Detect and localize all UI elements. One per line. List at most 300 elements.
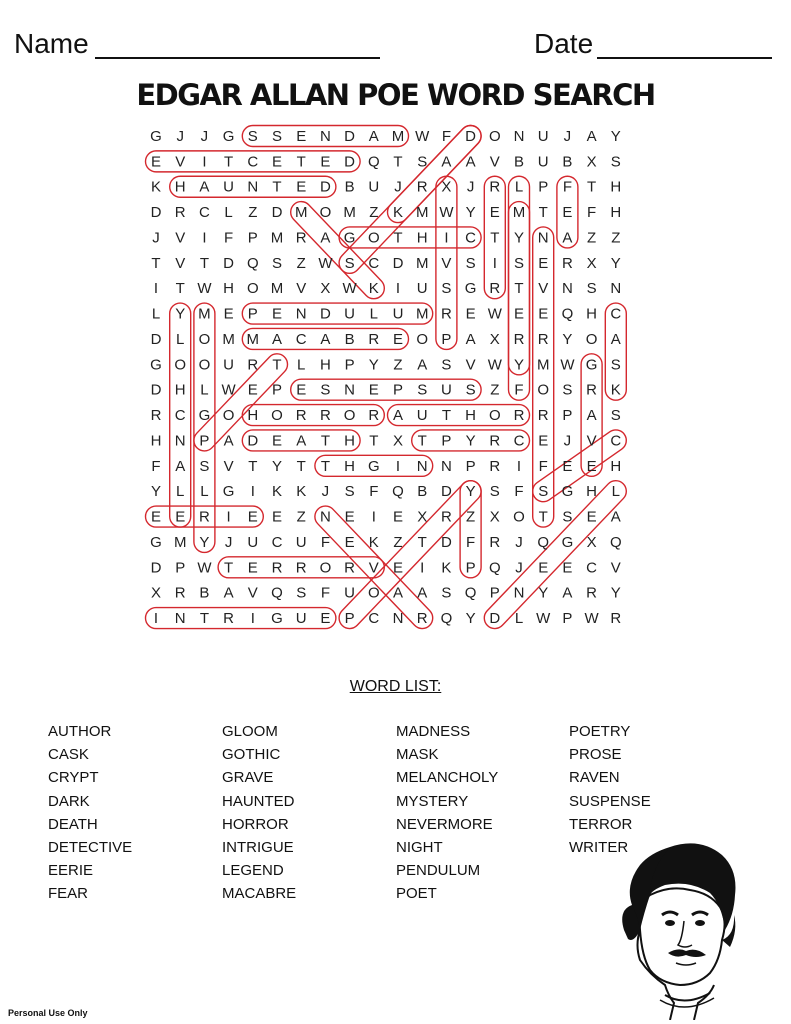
grid-letter[interactable]: Q	[271, 584, 283, 602]
grid-letter[interactable]: V	[247, 584, 258, 602]
grid-letter[interactable]: O	[537, 381, 550, 399]
grid-letter[interactable]: T	[272, 356, 282, 374]
grid-letter[interactable]: I	[202, 229, 207, 247]
grid-letter[interactable]: I	[250, 610, 255, 628]
grid-letter[interactable]: E	[392, 330, 404, 348]
grid-letter[interactable]: K	[610, 381, 621, 399]
grid-letter[interactable]: G	[561, 483, 574, 501]
grid-letter[interactable]: U	[368, 178, 380, 196]
grid-letter[interactable]: I	[371, 508, 376, 526]
grid-letter[interactable]: T	[175, 280, 185, 298]
grid-letter[interactable]: T	[272, 178, 282, 196]
grid-letter[interactable]: S	[489, 483, 500, 501]
grid-letter[interactable]: R	[295, 407, 307, 425]
grid-letter[interactable]: K	[271, 483, 283, 501]
grid-letter[interactable]: R	[586, 381, 598, 399]
grid-letter[interactable]: R	[150, 407, 162, 425]
grid-letter[interactable]: R	[610, 610, 622, 628]
grid-letter[interactable]: T	[224, 559, 234, 577]
grid-letter[interactable]: T	[393, 229, 403, 247]
grid-letter[interactable]: M	[415, 305, 429, 323]
grid-letter[interactable]: O	[319, 204, 332, 222]
grid-letter[interactable]: E	[562, 457, 573, 475]
grid-letter[interactable]: H	[174, 381, 186, 399]
grid-letter[interactable]: N	[174, 610, 186, 628]
grid-letter[interactable]: T	[151, 254, 161, 272]
grid-letter[interactable]: U	[247, 533, 259, 551]
grid-letter[interactable]: E	[538, 254, 549, 272]
grid-letter[interactable]: E	[296, 128, 307, 145]
grid-letter[interactable]: N	[513, 584, 525, 602]
grid-letter[interactable]: R	[489, 533, 501, 551]
grid-letter[interactable]: M	[222, 330, 235, 348]
grid-letter[interactable]: R	[295, 229, 307, 247]
grid-letter[interactable]: C	[610, 432, 622, 450]
grid-letter[interactable]: J	[321, 483, 330, 501]
grid-letter[interactable]: V	[175, 229, 186, 247]
grid-letter[interactable]: H	[223, 280, 235, 298]
grid-letter[interactable]: Z	[490, 381, 500, 399]
grid-letter[interactable]: F	[587, 204, 597, 222]
grid-letter[interactable]: J	[394, 178, 402, 196]
grid-letter[interactable]: X	[489, 330, 500, 348]
grid-letter[interactable]: Z	[466, 508, 476, 526]
grid-letter[interactable]: A	[175, 457, 186, 475]
grid-letter[interactable]: H	[416, 229, 428, 247]
grid-letter[interactable]: Y	[465, 432, 476, 450]
grid-letter[interactable]: S	[344, 254, 355, 272]
grid-letter[interactable]: N	[610, 280, 622, 298]
grid-letter[interactable]: J	[176, 128, 184, 145]
grid-letter[interactable]: G	[150, 128, 162, 145]
grid-letter[interactable]: L	[611, 483, 620, 501]
grid-letter[interactable]: F	[224, 229, 234, 247]
grid-letter[interactable]: I	[395, 457, 401, 475]
grid-letter[interactable]: A	[320, 229, 331, 247]
grid-letter[interactable]: X	[417, 508, 428, 526]
grid-letter[interactable]: J	[152, 229, 160, 247]
grid-letter[interactable]: E	[223, 305, 234, 323]
grid-letter[interactable]: A	[368, 128, 379, 145]
grid-letter[interactable]: O	[513, 508, 525, 526]
grid-letter[interactable]: H	[174, 178, 186, 196]
grid-letter[interactable]: N	[561, 280, 573, 298]
grid-letter[interactable]: H	[344, 432, 356, 450]
grid-letter[interactable]: A	[320, 330, 331, 348]
grid-letter[interactable]: R	[489, 432, 501, 450]
grid-letter[interactable]: L	[176, 483, 185, 501]
grid-letter[interactable]: E	[271, 305, 283, 323]
grid-letter[interactable]: O	[246, 280, 259, 298]
grid-letter[interactable]: F	[538, 457, 548, 475]
grid-letter[interactable]: P	[247, 305, 258, 323]
grid-letter[interactable]: R	[440, 305, 452, 323]
grid-letter[interactable]: W	[487, 356, 502, 374]
grid-letter[interactable]: H	[319, 356, 331, 374]
grid-letter[interactable]: T	[199, 610, 209, 628]
grid-letter[interactable]: S	[271, 128, 283, 145]
grid-letter[interactable]: V	[368, 559, 379, 577]
grid-letter[interactable]: U	[344, 305, 356, 323]
grid-letter[interactable]: W	[536, 610, 551, 628]
grid-letter[interactable]: E	[247, 381, 258, 399]
grid-letter[interactable]: F	[320, 533, 330, 551]
grid-letter[interactable]: D	[247, 432, 259, 450]
grid-letter[interactable]: Q	[609, 533, 622, 551]
grid-letter[interactable]: I	[250, 483, 255, 501]
grid-letter[interactable]: H	[344, 457, 356, 475]
grid-letter[interactable]: V	[223, 457, 234, 475]
grid-letter[interactable]: D	[150, 204, 162, 222]
grid-letter[interactable]: C	[198, 204, 210, 222]
grid-letter[interactable]: A	[199, 178, 210, 196]
grid-letter[interactable]: S	[610, 407, 621, 425]
grid-letter[interactable]: P	[175, 559, 186, 577]
grid-letter[interactable]: Q	[488, 559, 501, 577]
grid-letter[interactable]: I	[420, 559, 425, 577]
grid-letter[interactable]: M	[536, 356, 550, 374]
grid-letter[interactable]: H	[610, 178, 622, 196]
grid-letter[interactable]: B	[344, 330, 355, 348]
grid-letter[interactable]: X	[150, 584, 162, 602]
grid-letter[interactable]: S	[465, 381, 476, 399]
grid-letter[interactable]: A	[417, 356, 428, 374]
grid-letter[interactable]: N	[392, 610, 404, 628]
grid-letter[interactable]: Q	[537, 533, 550, 551]
grid-letter[interactable]: H	[586, 305, 598, 323]
grid-letter[interactable]: I	[492, 254, 497, 272]
grid-letter[interactable]: V	[538, 280, 549, 298]
grid-letter[interactable]: Y	[199, 533, 210, 551]
grid-letter[interactable]: G	[271, 610, 283, 628]
grid-letter[interactable]: W	[487, 305, 502, 323]
grid-letter[interactable]: A	[223, 432, 234, 450]
grid-letter[interactable]: W	[415, 128, 430, 145]
grid-letter[interactable]: V	[296, 280, 307, 298]
grid-letter[interactable]: Y	[562, 330, 573, 348]
grid-letter[interactable]: X	[320, 280, 331, 298]
grid-letter[interactable]: L	[200, 381, 209, 399]
grid-letter[interactable]: P	[562, 407, 573, 425]
grid-letter[interactable]: P	[538, 178, 549, 196]
grid-letter[interactable]: T	[417, 432, 427, 450]
grid-letter[interactable]: U	[223, 356, 235, 374]
grid-letter[interactable]: V	[441, 254, 452, 272]
grid-letter[interactable]: Z	[369, 204, 379, 222]
grid-letter[interactable]: X	[586, 254, 597, 272]
grid-letter[interactable]: O	[488, 128, 501, 145]
grid-letter[interactable]: I	[202, 153, 207, 171]
grid-letter[interactable]: O	[174, 356, 187, 374]
grid-letter[interactable]: E	[562, 559, 573, 577]
grid-letter[interactable]: V	[586, 432, 597, 450]
grid-letter[interactable]: Y	[368, 356, 379, 374]
grid-letter[interactable]: B	[562, 153, 573, 171]
grid-letter[interactable]: Y	[610, 584, 621, 602]
grid-letter[interactable]: A	[586, 407, 597, 425]
grid-letter[interactable]: J	[563, 128, 572, 145]
grid-letter[interactable]: S	[320, 381, 331, 399]
grid-letter[interactable]: N	[319, 128, 331, 145]
grid-letter[interactable]: A	[586, 128, 597, 145]
grid-letter[interactable]: E	[175, 508, 186, 526]
grid-letter[interactable]: H	[610, 457, 622, 475]
grid-letter[interactable]: Q	[440, 610, 453, 628]
grid-letter[interactable]: Y	[610, 128, 621, 145]
grid-letter[interactable]: T	[441, 407, 451, 425]
grid-letter[interactable]: E	[392, 508, 404, 526]
grid-letter[interactable]: N	[513, 128, 525, 145]
grid-letter[interactable]: T	[199, 254, 209, 272]
grid-letter[interactable]: X	[392, 432, 404, 450]
grid-letter[interactable]: A	[271, 330, 283, 348]
grid-letter[interactable]: Y	[465, 483, 476, 501]
grid-letter[interactable]: F	[562, 178, 572, 196]
grid-letter[interactable]: Z	[296, 254, 306, 272]
grid-letter[interactable]: N	[174, 432, 186, 450]
grid-letter[interactable]: D	[150, 381, 162, 399]
grid-letter[interactable]: A	[465, 330, 476, 348]
grid-letter[interactable]: R	[416, 610, 428, 628]
grid-letter[interactable]: O	[222, 407, 235, 425]
grid-letter[interactable]: P	[247, 229, 258, 247]
grid-letter[interactable]: S	[465, 254, 476, 272]
grid-letter[interactable]: U	[416, 407, 428, 425]
grid-letter[interactable]: T	[296, 153, 306, 171]
grid-letter[interactable]: U	[537, 153, 549, 171]
grid-letter[interactable]: M	[270, 280, 284, 298]
grid-letter[interactable]: Z	[393, 356, 403, 374]
grid-letter[interactable]: Q	[367, 153, 380, 171]
grid-letter[interactable]: R	[513, 407, 525, 425]
grid-letter[interactable]: A	[392, 584, 404, 602]
grid-letter[interactable]: R	[319, 407, 331, 425]
grid-letter[interactable]: S	[610, 356, 621, 374]
grid-letter[interactable]: D	[150, 330, 162, 348]
grid-letter[interactable]: S	[538, 483, 549, 501]
grid-letter[interactable]: T	[417, 533, 427, 551]
grid-letter[interactable]: D	[465, 128, 477, 145]
grid-letter[interactable]: R	[174, 204, 186, 222]
grid-letter[interactable]: Y	[538, 584, 549, 602]
grid-letter[interactable]: N	[440, 457, 452, 475]
grid-letter[interactable]: C	[465, 229, 477, 247]
grid-letter[interactable]: Z	[248, 204, 258, 222]
grid-letter[interactable]: O	[319, 559, 332, 577]
grid-letter[interactable]: O	[585, 330, 598, 348]
grid-letter[interactable]: M	[512, 204, 526, 222]
grid-letter[interactable]: N	[295, 305, 307, 323]
grid-letter[interactable]: G	[367, 457, 380, 475]
grid-letter[interactable]: A	[465, 153, 476, 171]
grid-letter[interactable]: S	[344, 483, 355, 501]
grid-letter[interactable]: D	[344, 153, 356, 171]
grid-letter[interactable]: W	[197, 559, 212, 577]
grid-letter[interactable]: O	[488, 407, 501, 425]
grid-letter[interactable]: U	[344, 584, 356, 602]
grid-letter[interactable]: R	[368, 407, 380, 425]
grid-letter[interactable]: L	[369, 305, 378, 323]
grid-letter[interactable]: R	[344, 559, 356, 577]
grid-letter[interactable]: A	[610, 330, 621, 348]
grid-letter[interactable]: K	[368, 533, 379, 551]
grid-letter[interactable]: C	[368, 610, 380, 628]
grid-letter[interactable]: R	[247, 356, 259, 374]
grid-letter[interactable]: I	[516, 457, 522, 475]
grid-letter[interactable]: P	[344, 610, 355, 628]
grid-letter[interactable]: O	[367, 229, 380, 247]
grid-letter[interactable]: A	[562, 584, 573, 602]
grid-letter[interactable]: R	[174, 584, 186, 602]
grid-letter[interactable]: T	[296, 457, 306, 475]
grid-letter[interactable]: D	[392, 254, 404, 272]
grid-letter[interactable]: A	[223, 584, 234, 602]
grid-letter[interactable]: U	[295, 533, 307, 551]
grid-letter[interactable]: M	[198, 305, 211, 323]
grid-letter[interactable]: D	[319, 305, 331, 323]
grid-letter[interactable]: R	[513, 330, 525, 348]
grid-letter[interactable]: V	[610, 559, 621, 577]
grid-letter[interactable]: C	[513, 432, 525, 450]
grid-letter[interactable]: U	[223, 178, 235, 196]
grid-letter[interactable]: E	[320, 610, 331, 628]
grid-letter[interactable]: E	[562, 204, 573, 222]
grid-letter[interactable]: H	[150, 432, 162, 450]
grid-letter[interactable]: S	[247, 128, 258, 145]
grid-letter[interactable]: G	[464, 280, 477, 298]
grid-letter[interactable]: G	[150, 533, 162, 551]
grid-letter[interactable]: E	[271, 432, 283, 450]
grid-letter[interactable]: D	[223, 254, 235, 272]
grid-letter[interactable]: N	[344, 381, 356, 399]
grid-letter[interactable]: P	[465, 559, 476, 577]
grid-letter[interactable]: E	[586, 508, 597, 526]
grid-letter[interactable]: F	[320, 584, 330, 602]
grid-letter[interactable]: X	[586, 153, 597, 171]
grid-letter[interactable]: S	[610, 153, 621, 171]
grid-letter[interactable]: J	[515, 559, 523, 577]
grid-letter[interactable]: J	[466, 178, 475, 196]
grid-letter[interactable]: J	[224, 533, 233, 551]
grid-letter[interactable]: E	[465, 305, 476, 323]
grid-letter[interactable]: G	[343, 229, 356, 247]
grid-letter[interactable]: M	[415, 204, 429, 222]
grid-letter[interactable]: D	[440, 533, 452, 551]
grid-letter[interactable]: E	[489, 204, 500, 222]
grid-letter[interactable]: K	[368, 280, 379, 298]
grid-letter[interactable]: F	[514, 381, 524, 399]
grid-letter[interactable]: P	[441, 432, 452, 450]
grid-letter[interactable]: D	[489, 610, 501, 628]
grid-letter[interactable]: M	[294, 204, 308, 222]
grid-letter[interactable]: R	[440, 508, 452, 526]
grid-letter[interactable]: N	[247, 178, 259, 196]
grid-letter[interactable]: P	[271, 381, 283, 399]
grid-letter[interactable]: B	[513, 153, 525, 171]
grid-letter[interactable]: R	[198, 508, 210, 526]
grid-letter[interactable]: Z	[296, 508, 306, 526]
grid-letter[interactable]: W	[342, 280, 357, 298]
grid-letter[interactable]: H	[247, 407, 259, 425]
grid-letter[interactable]: A	[392, 407, 404, 425]
grid-letter[interactable]: R	[537, 407, 549, 425]
grid-letter[interactable]: V	[489, 153, 500, 171]
grid-letter[interactable]: S	[586, 280, 597, 298]
grid-letter[interactable]: M	[246, 330, 260, 348]
grid-letter[interactable]: X	[586, 533, 597, 551]
grid-letter[interactable]: Q	[464, 584, 477, 602]
grid-letter[interactable]: A	[610, 508, 621, 526]
grid-letter[interactable]: I	[153, 280, 159, 298]
grid-letter[interactable]: E	[296, 178, 307, 196]
grid-letter[interactable]: I	[226, 508, 231, 526]
grid-letter[interactable]: D	[440, 483, 452, 501]
grid-letter[interactable]: S	[417, 153, 428, 171]
grid-letter[interactable]: C	[295, 330, 307, 348]
grid-letter[interactable]: P	[489, 584, 500, 602]
grid-letter[interactable]: S	[562, 381, 573, 399]
grid-letter[interactable]: N	[319, 508, 331, 526]
grid-letter[interactable]: J	[200, 128, 209, 145]
grid-letter[interactable]: S	[199, 457, 210, 475]
grid-letter[interactable]: T	[587, 178, 597, 196]
grid-letter[interactable]: P	[392, 381, 404, 399]
grid-letter[interactable]: N	[416, 457, 428, 475]
grid-letter[interactable]: B	[344, 178, 355, 196]
grid-letter[interactable]: S	[441, 280, 452, 298]
grid-letter[interactable]: U	[440, 381, 452, 399]
grid-letter[interactable]: Y	[610, 254, 621, 272]
grid-letter[interactable]: B	[199, 584, 210, 602]
grid-letter[interactable]: H	[465, 407, 477, 425]
grid-letter[interactable]: M	[173, 533, 187, 551]
grid-letter[interactable]: F	[514, 483, 524, 501]
grid-letter[interactable]: C	[247, 153, 259, 171]
grid-letter[interactable]: V	[175, 153, 186, 171]
grid-letter[interactable]: W	[560, 356, 575, 374]
grid-letter[interactable]: H	[586, 483, 598, 501]
grid-letter[interactable]: K	[392, 204, 404, 222]
grid-letter[interactable]: L	[514, 610, 524, 628]
grid-letter[interactable]: M	[391, 128, 405, 145]
grid-letter[interactable]: E	[586, 457, 597, 475]
grid-letter[interactable]: C	[368, 254, 380, 272]
grid-letter[interactable]: E	[271, 508, 283, 526]
grid-letter[interactable]: G	[585, 356, 598, 374]
grid-letter[interactable]: W	[318, 254, 333, 272]
grid-letter[interactable]: M	[270, 229, 284, 247]
grid-letter[interactable]: U	[416, 280, 428, 298]
grid-letter[interactable]: E	[344, 533, 355, 551]
grid-letter[interactable]: D	[319, 178, 331, 196]
grid-letter[interactable]: R	[561, 254, 573, 272]
grid-letter[interactable]: I	[444, 229, 449, 247]
grid-letter[interactable]: Y	[271, 457, 283, 475]
grid-letter[interactable]: S	[271, 254, 283, 272]
grid-letter[interactable]: O	[198, 330, 211, 348]
grid-letter[interactable]: Y	[465, 610, 476, 628]
grid-letter[interactable]: I	[395, 280, 401, 298]
grid-letter[interactable]: R	[271, 559, 283, 577]
grid-letter[interactable]: A	[441, 153, 452, 171]
grid-letter[interactable]: T	[538, 508, 548, 526]
grid-letter[interactable]: V	[465, 356, 476, 374]
grid-letter[interactable]: S	[441, 356, 452, 374]
grid-letter[interactable]: X	[441, 178, 452, 196]
grid-letter[interactable]: Z	[611, 229, 621, 247]
grid-letter[interactable]: R	[537, 330, 549, 348]
grid-letter[interactable]: A	[562, 229, 573, 247]
